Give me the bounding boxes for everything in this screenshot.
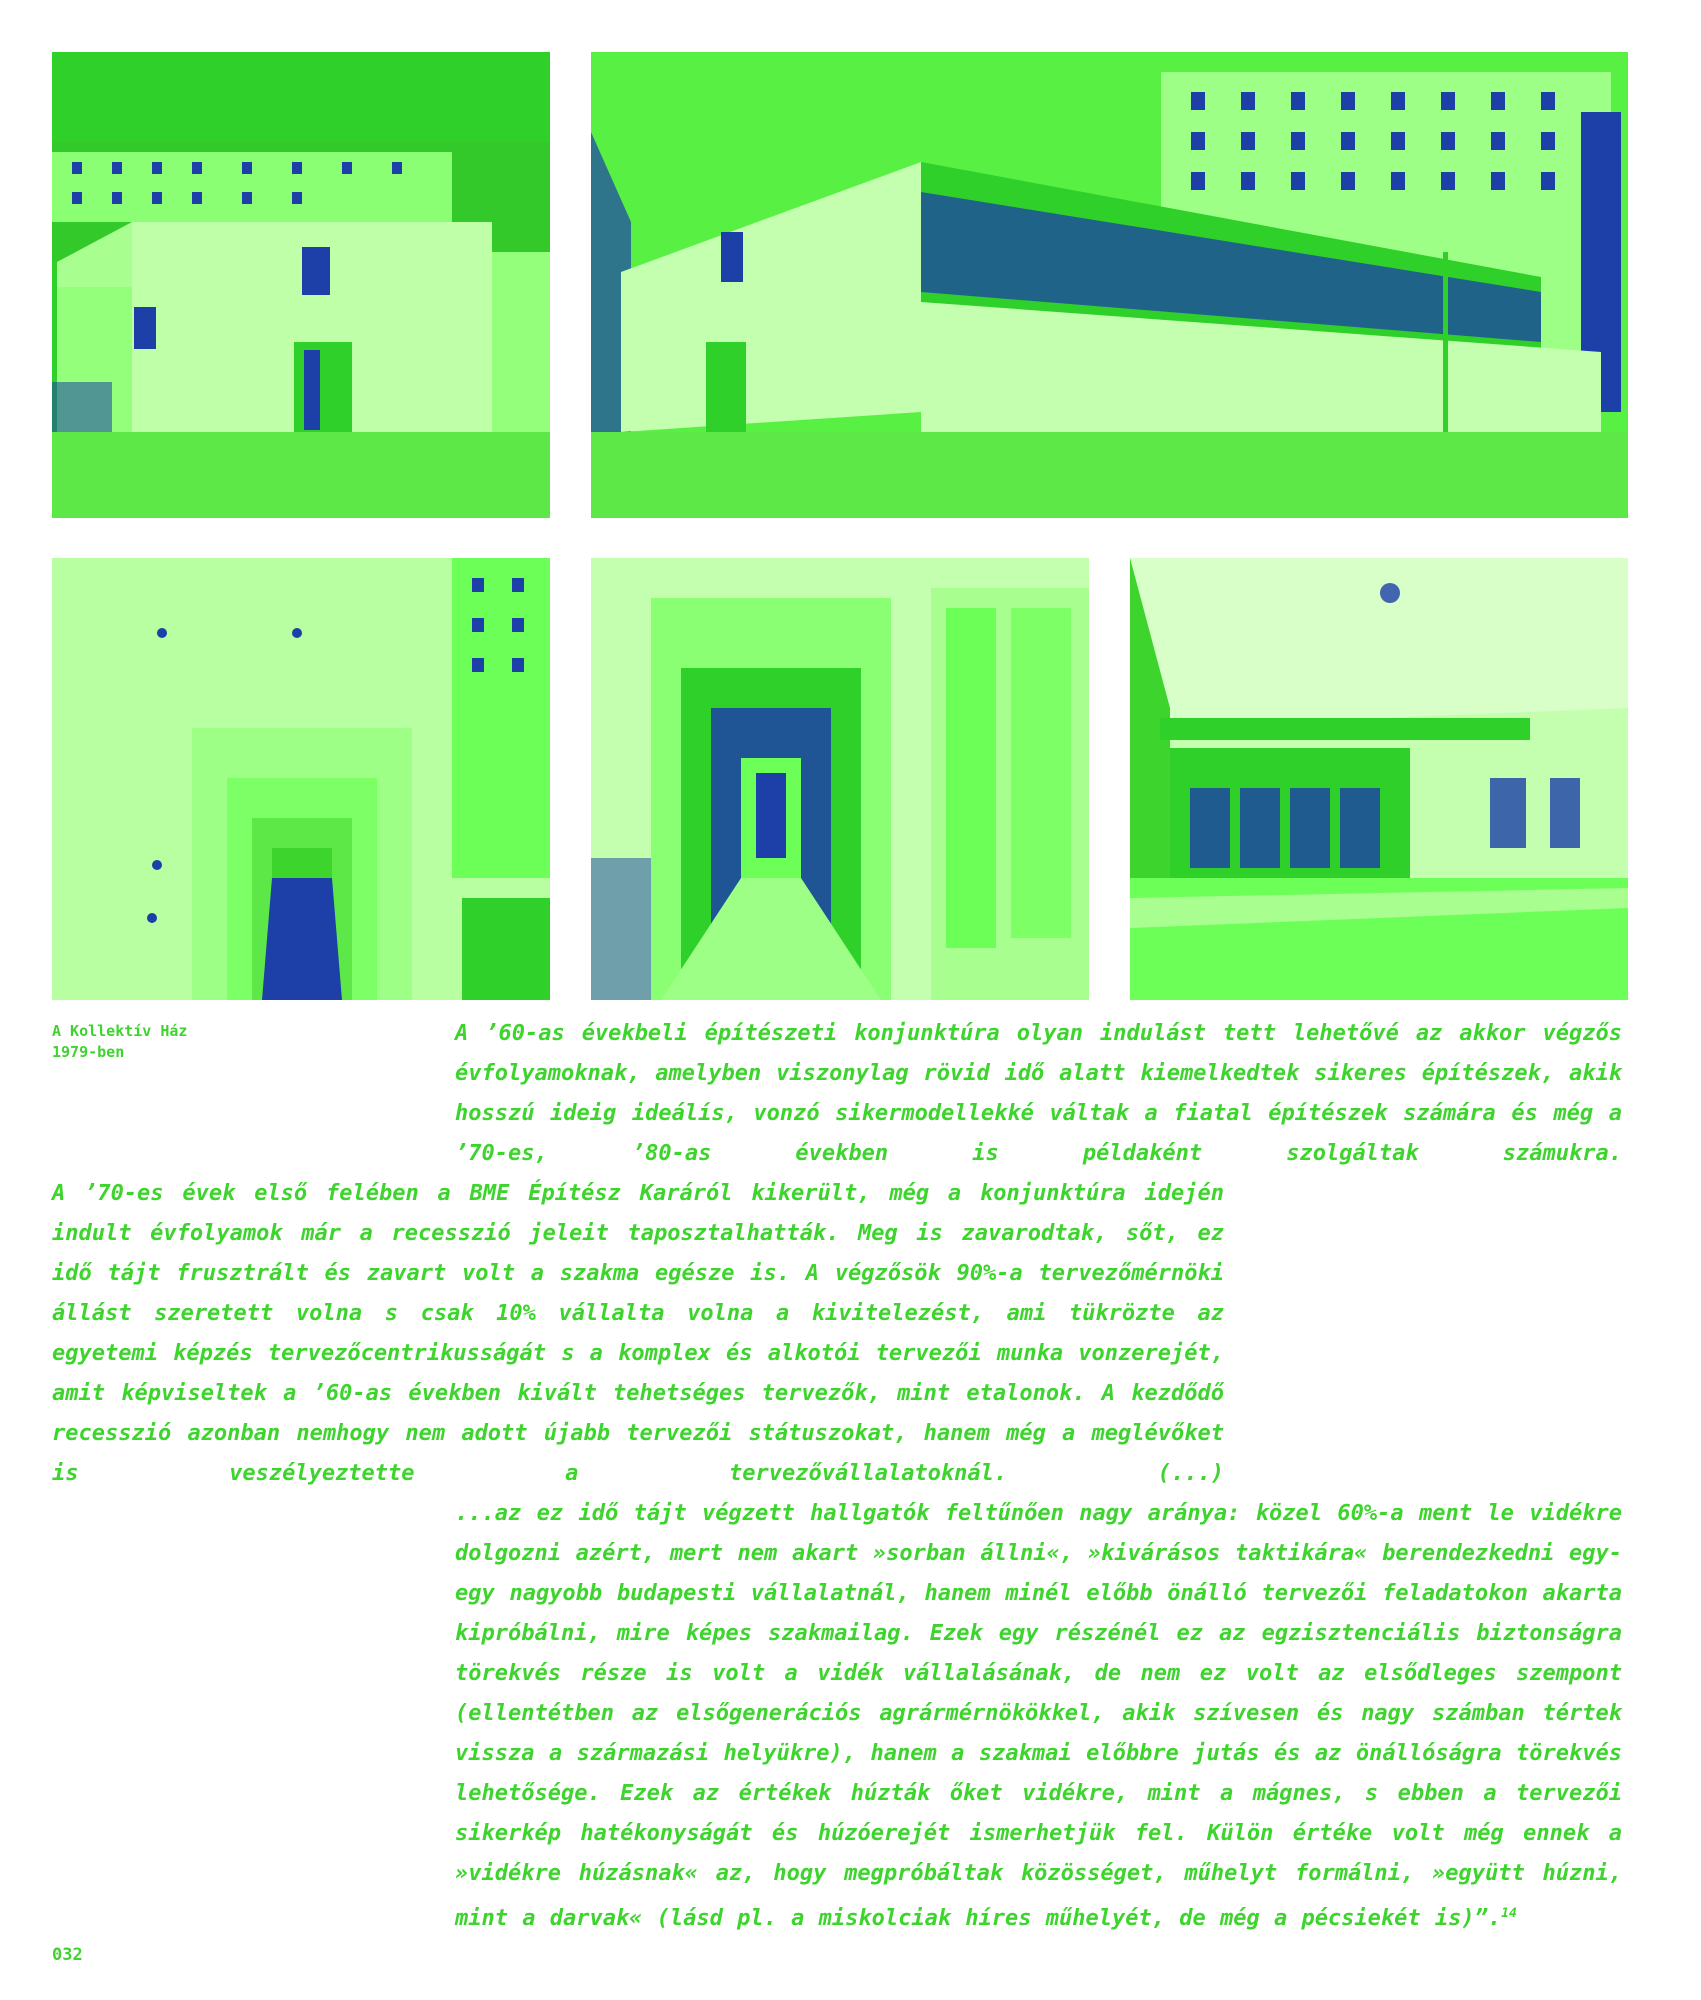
paragraph-3-text: ...az ez idő tájt végzett hallgatók feltűnően nagy aránya: közel 60%-a ment le vidékre dolgozni azért, mert nem akart »sorban állni«, »kivárásos taktikára« berendezkedni egy-egy nagyobb budapesti vállalatnál, hanem minél előbb önálló tervezői feladatokon akarta kipróbálni, mire képes szakmailag. Ezek egy részénél ez az egzisztenciális biztonságra törekvés része is volt a vidék vállalásának, de nem ez volt az elsődleges szempont (ellentétben az elsőgenerációs agrármérnökökkel, akik szívesen és nagy számban tértek vissza a származási helyükre), hanem a szakmai előbbre jutás és az önállóságra törekvés lehetősége. Ezek az értékek húzták őket vidékre, mint a mágnes, s ebben a tervezői sikerkép hatékonyságát és húzóerejét ismerhetjük fel. Külön értéke volt még ennek a »vidékre húzásnak« az, hogy megpróbáltak közösséget, műhelyt formálni, »együtt húzni, mint a darvak« (lásd pl. a miskolciak híres műhelyét, de még a pécsiekét is)”.: [455, 1501, 1622, 1931]
page-number: 032: [52, 1945, 83, 1965]
photo-caption: [52, 1021, 187, 1063]
photo-house-exterior-front: [52, 52, 550, 518]
paragraph-3: [455, 1494, 1622, 1939]
caption-line-2: 1979-ben: [52, 1043, 125, 1061]
photo-corridor: [591, 558, 1089, 1000]
photo-house-exterior-long: [591, 52, 1628, 518]
photo-concrete-frames: [52, 558, 550, 1000]
footnote-reference: 14: [1501, 1906, 1517, 1921]
photo-interior-hall: [1130, 558, 1628, 1000]
paragraph-1: A ’60-as évekbeli építészeti konjunktúra olyan indulást tett lehetővé az akkor végzős évfolyamoknak, amelyben viszonylag rövid idő alatt kiemelkedtek sikeres építészek, akik hosszú ideig ideálís, vonzó sikermodellekké váltak a fiatal építészek számára és még a ’70-es, ’80-as években is példaként szolgáltak számukra.: [455, 1021, 1622, 1166]
caption-line-1: A Kollektív Ház: [52, 1022, 188, 1040]
paragraph-2: A ’70-es évek első felében a BME Építész Karáról kikerült, még a konjunktúra idején indult évfolyamok már a recesszió jeleit taposztalhatták. Meg is zavarodtak, sőt, ez idő tájt frusztrált és zavart volt a szakma egésze is. A végzősök 90%-a tervezőmérnöki állást szeretett volna s csak 10% vállalta volna a kivitelezést, ami tükrözte az egyetemi képzés tervezőcentrikusságát s a komplex és alkotói tervezői munka vonzerejét, amit képviseltek a ’60-as években kivált tehetséges tervezők, mint etalonok. A kezdődő recesszió azonban nemhogy nem adott újabb tervezői státuszokat, hanem még a meglévőket is veszélyeztette a tervezővállalatoknál. (...): [52, 1181, 1224, 1486]
